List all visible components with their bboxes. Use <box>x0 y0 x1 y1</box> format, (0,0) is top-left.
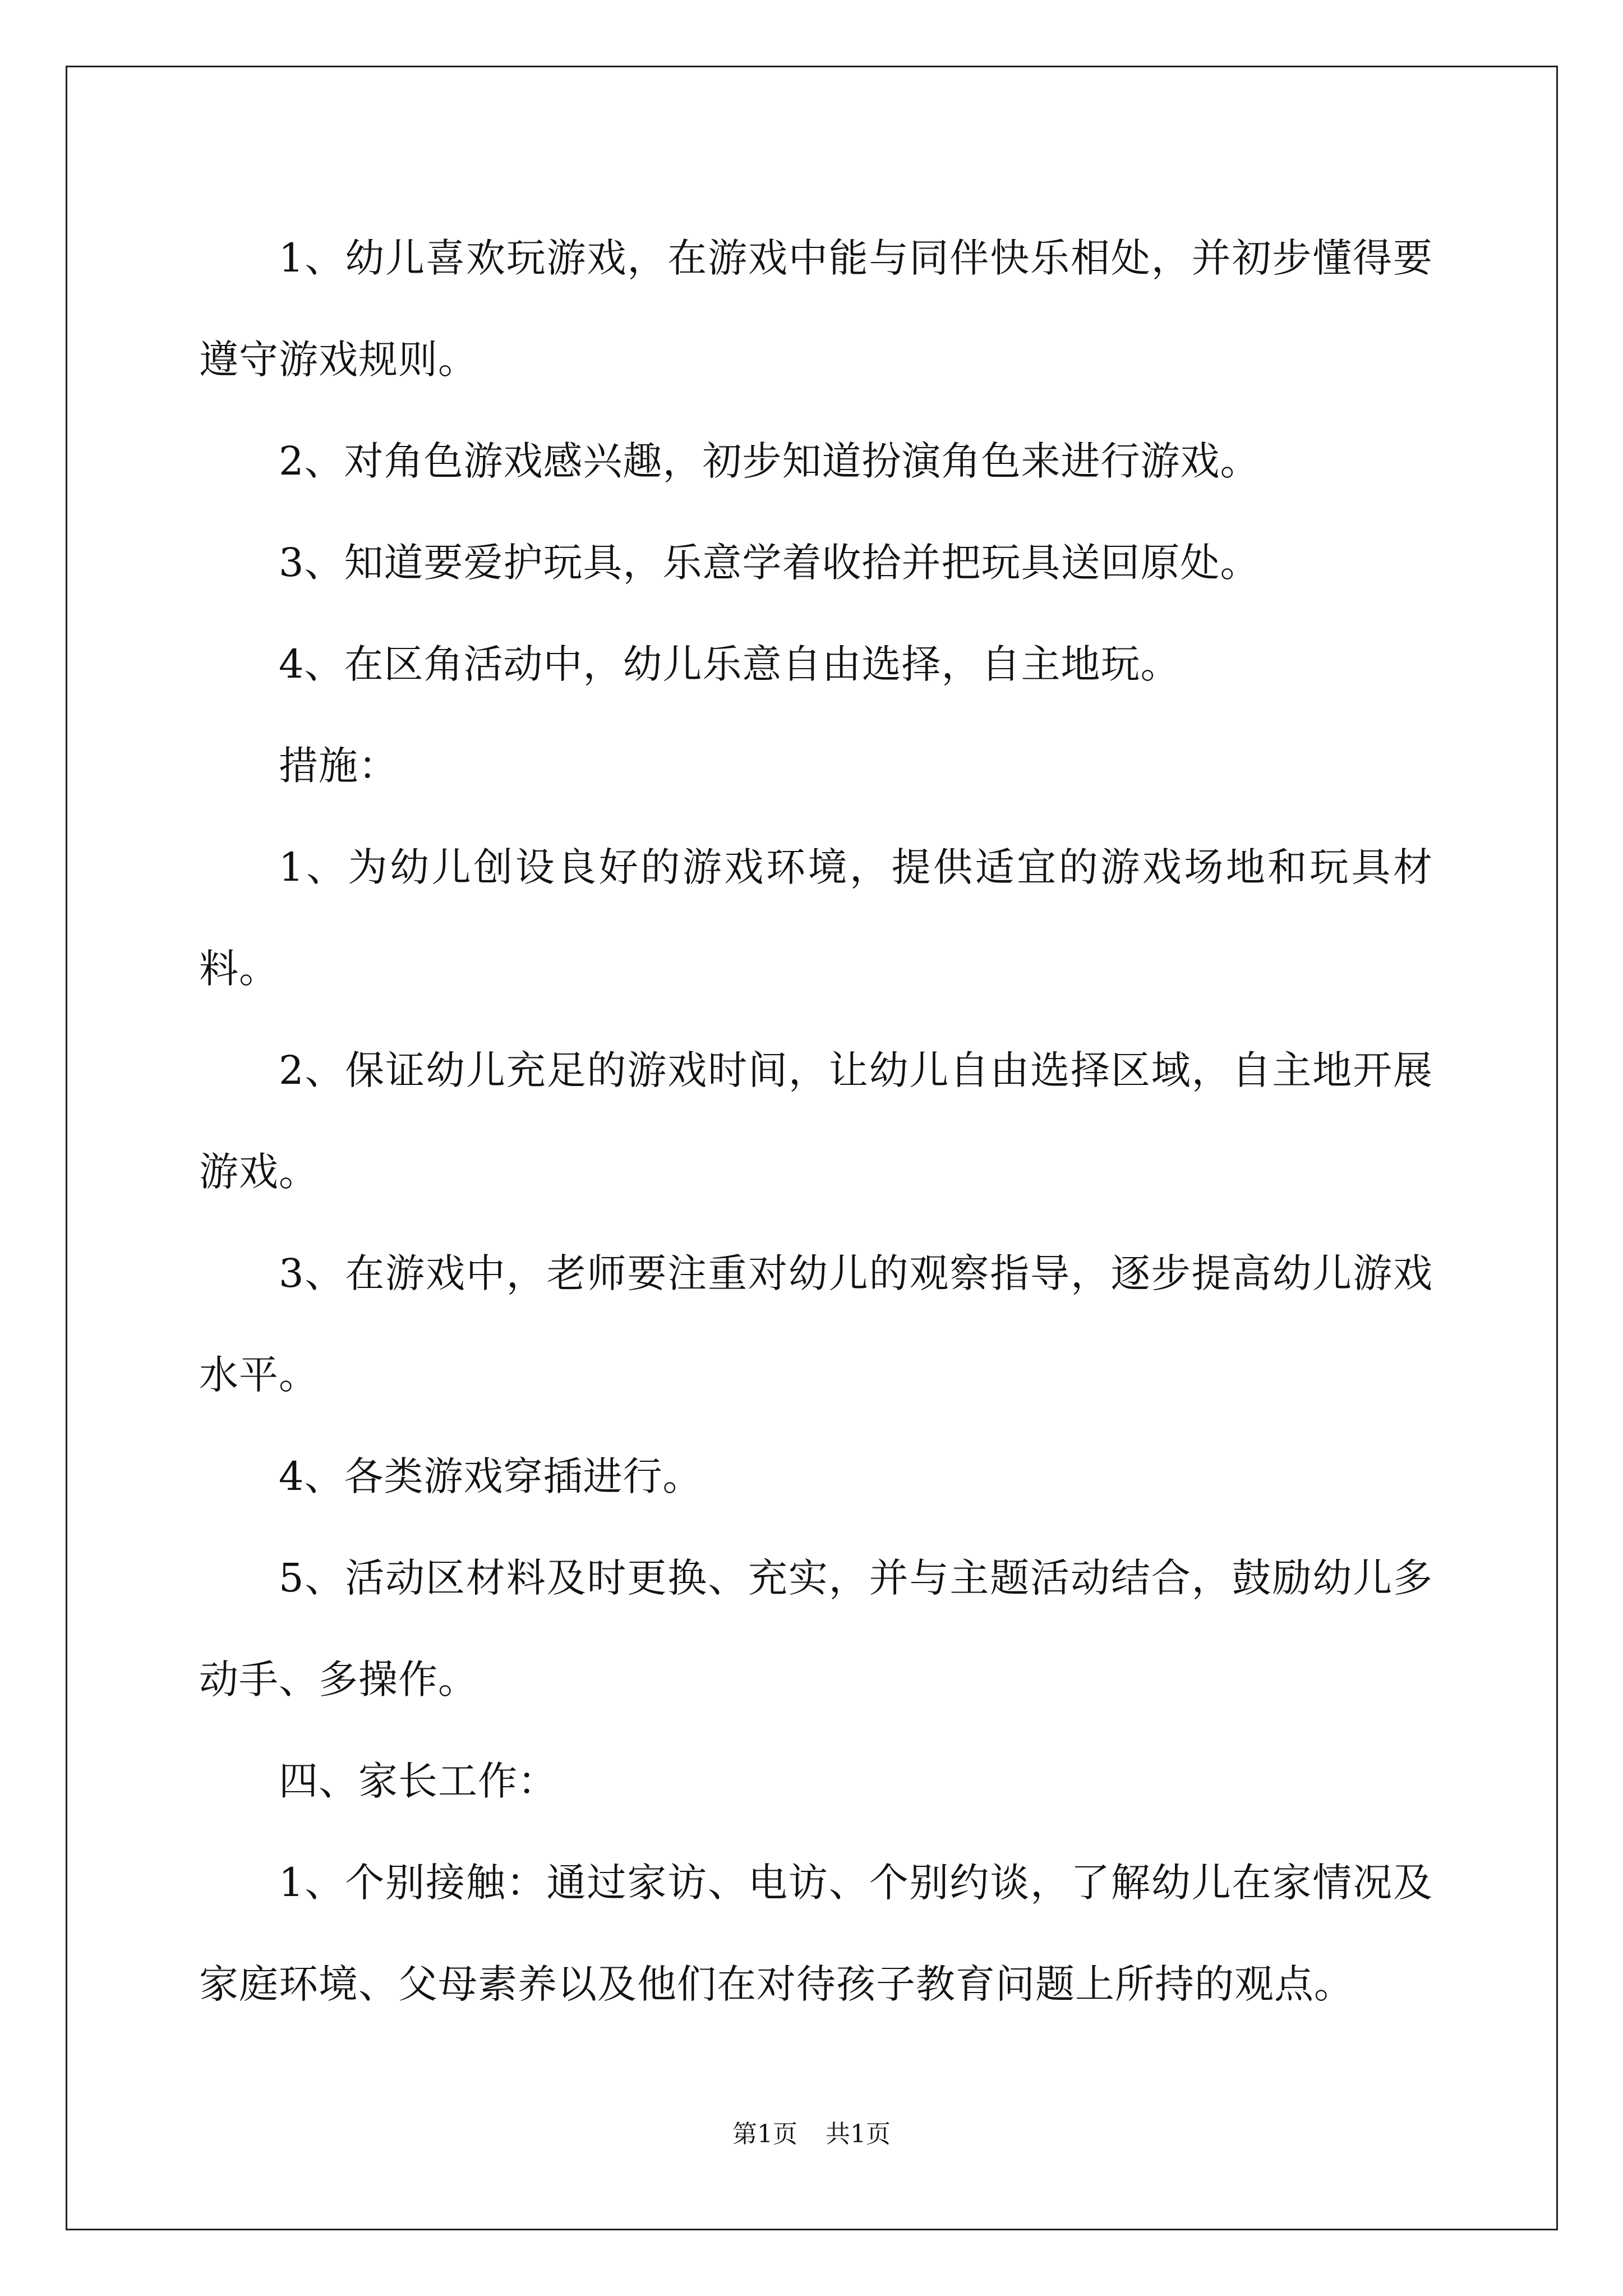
section-heading-parent-work: 四、家长工作： <box>279 1758 557 1804</box>
page-footer <box>0 2118 1623 2151</box>
paragraph-goal-2: 2、对角色游戏感兴趣，初步知道扮演角色来进行游戏。 <box>279 438 1260 484</box>
document-body <box>199 208 1433 2035</box>
paragraph-measure-4: 4、各类游戏穿插进行。 <box>279 1453 703 1499</box>
paragraph-measure-5: 5、活动区材料及时更换、充实，并与主题活动结合，鼓励幼儿多动手、多操作。 <box>199 1555 1433 1703</box>
section-heading-measures: 措施： <box>279 743 398 789</box>
paragraph-parent-work-1: 1、个别接触：通过家访、电访、个别约谈，了解幼儿在家情况及家庭环境、父母素养以及他们在对待孩子教育问题上所持的观点。 <box>199 1860 1433 2007</box>
page-number: 第1页 <box>732 2120 797 2148</box>
page-total: 共1页 <box>826 2120 891 2148</box>
paragraph-measure-1: 1、为幼儿创设良好的游戏环境，提供适宜的游戏场地和玩具材料。 <box>199 844 1433 992</box>
paragraph-measure-2: 2、保证幼儿充足的游戏时间，让幼儿自由选择区域，自主地开展游戏。 <box>199 1047 1433 1195</box>
paragraph-goal-3: 3、知道要爱护玩具，乐意学着收拾并把玩具送回原处。 <box>279 540 1260 586</box>
paragraph-goal-4: 4、在区角活动中，幼儿乐意自由选择，自主地玩。 <box>279 641 1181 687</box>
paragraph-goal-1: 1、幼儿喜欢玩游戏，在游戏中能与同伴快乐相处，并初步懂得要遵守游戏规则。 <box>199 235 1433 383</box>
paragraph-measure-3: 3、在游戏中，老师要注重对幼儿的观察指导，逐步提高幼儿游戏水平。 <box>199 1250 1433 1398</box>
